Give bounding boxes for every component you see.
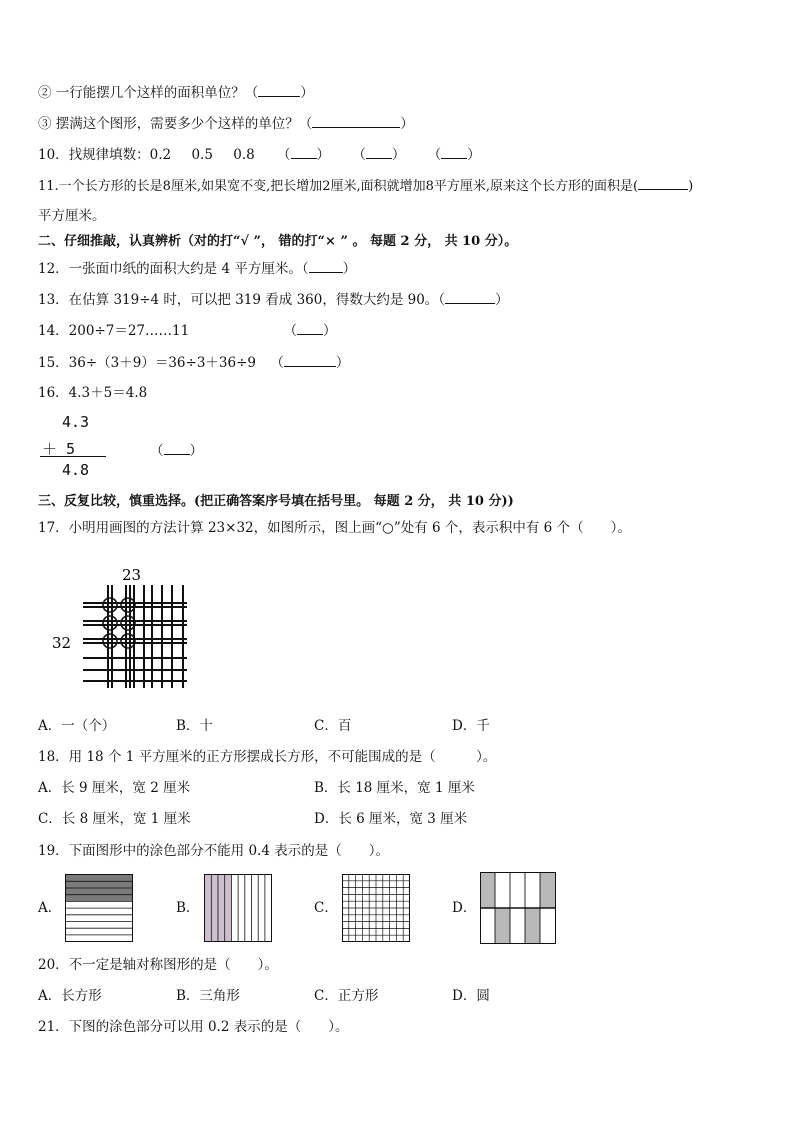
- question-17: 17．小明用画图的方法计算 23×32，如图所示，图上画“○”处有 6 个，表示积中有 6 个（ ）。: [38, 520, 631, 536]
- q17-option-b[interactable]: B．十: [176, 718, 213, 734]
- vertical-rule: [40, 456, 106, 457]
- q19-figure-a[interactable]: [65, 874, 133, 942]
- multiplication-grid-figure: [50, 562, 200, 692]
- q19-option-a-label[interactable]: A．: [38, 900, 62, 916]
- question-21: 21．下图的涂色部分可以用 0.2 表示的是（ ）。: [38, 1019, 349, 1035]
- answer-blank[interactable]: [445, 289, 495, 304]
- answer-blank[interactable]: [297, 320, 323, 335]
- q19-figure-c[interactable]: [342, 874, 410, 942]
- vertical-top: 4.3: [62, 413, 90, 431]
- answer-blank[interactable]: [164, 440, 190, 455]
- q18-option-a[interactable]: A．长 9 厘米，宽 2 厘米: [38, 780, 191, 796]
- question-16: 16．4.3＋5＝4.8: [38, 385, 148, 401]
- vertical-bottom: 4.8: [62, 461, 90, 479]
- q19-option-c-label[interactable]: C．: [314, 900, 338, 916]
- question-18: 18．用 18 个 1 平方厘米的正方形摆成长方形，不可能围成的是（ ）。: [38, 749, 497, 765]
- q19-option-d-label[interactable]: D．: [452, 900, 477, 916]
- q17-option-a[interactable]: A．一（个）: [38, 718, 116, 734]
- q20-option-b[interactable]: B．三角形: [176, 988, 240, 1004]
- q18-option-b[interactable]: B．长 18 厘米，宽 1 厘米: [314, 780, 475, 796]
- q20-option-c[interactable]: C．正方形: [314, 988, 379, 1004]
- q19-option-b-label[interactable]: B．: [176, 900, 200, 916]
- vertical-mid: ＋ 5: [42, 440, 76, 458]
- q18-option-c[interactable]: C．长 8 厘米，宽 1 厘米: [38, 811, 191, 827]
- question-20: 20．不一定是轴对称图形的是（ ）。: [38, 957, 278, 973]
- figure-label-left: 32: [52, 634, 72, 652]
- q20-option-a[interactable]: A．长方形: [38, 988, 102, 1004]
- q19-figure-b[interactable]: [204, 874, 272, 942]
- grid-lines: [83, 585, 187, 688]
- question-14: 14．200÷7＝27……11 （ ）: [38, 320, 337, 341]
- answer-blank[interactable]: [366, 144, 392, 159]
- question-19: 19．下面图形中的涂色部分不能用 0.4 表示的是（ ）。: [38, 843, 389, 859]
- answer-blank[interactable]: [441, 144, 467, 159]
- answer-blank[interactable]: [284, 352, 336, 367]
- figure-label-top: 23: [122, 566, 142, 584]
- question-11: 11.一个长方形的长是8厘米,如果宽不变,把长增加2厘米,面积就增加8平方厘米,原来这个长方形的面积是( ): [38, 175, 693, 197]
- question-13: 13．在估算 319÷4 时，可以把 319 看成 360，得数大约是 90。（ ）: [38, 289, 509, 310]
- question-15: 15．36÷（3＋9）＝36÷3＋36÷9 （ ）: [38, 352, 349, 373]
- answer-blank[interactable]: [309, 258, 343, 273]
- question-10: 10．找规律填数：0.2 0.5 0.8 （ ） （ ） （ ）: [38, 144, 481, 165]
- q9-part2: ② 一行能摆几个这样的面积单位？（ ）: [38, 82, 314, 103]
- q19-figure-d[interactable]: [480, 872, 556, 944]
- section-3-title: 三、反复比较，慎重选择。(把正确答案序号填在括号里。 每题 2 分， 共 10 分)): [38, 494, 514, 509]
- answer-blank[interactable]: [312, 113, 400, 128]
- answer-blank[interactable]: [291, 144, 317, 159]
- q17-option-c[interactable]: C．百: [314, 718, 352, 734]
- q20-option-d[interactable]: D．圆: [452, 988, 490, 1004]
- question-11-line2: 平方厘米。: [38, 208, 106, 224]
- answer-blank[interactable]: [258, 82, 300, 97]
- question-12: 12．一张面巾纸的面积大约是 4 平方厘米。（ ）: [38, 258, 356, 279]
- answer-blank[interactable]: [638, 175, 688, 190]
- q17-option-d[interactable]: D．千: [452, 718, 490, 734]
- q18-option-d[interactable]: D．长 6 厘米，宽 3 厘米: [314, 811, 468, 827]
- section-2-title: 二、仔细推敲，认真辨析（对的打“√ ”， 错的打“× ” 。 每题 2 分， 共 10 分）。: [38, 234, 518, 249]
- question-16-answer: （ ）: [150, 440, 203, 461]
- q9-part3: ③ 摆满这个图形，需要多少个这样的单位？（ ）: [38, 113, 414, 134]
